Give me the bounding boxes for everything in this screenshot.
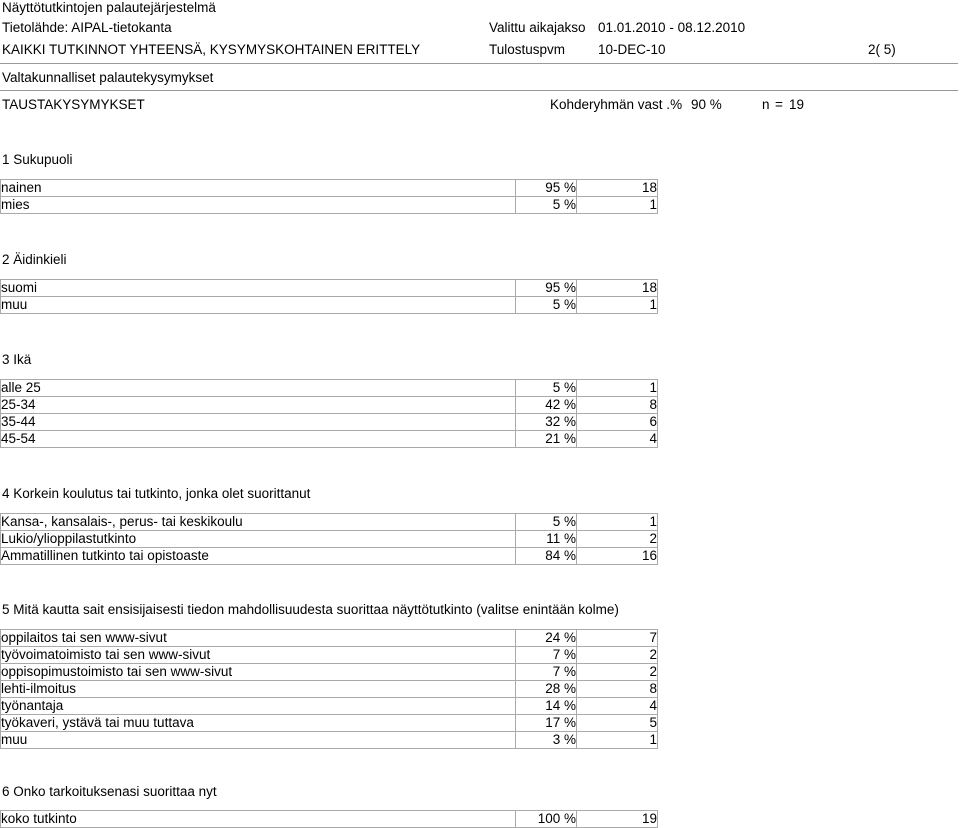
table-row (1, 681, 658, 698)
answer-label: koko tutkinto (1, 811, 516, 828)
answer-percent: 5 % (516, 297, 577, 314)
question-title: 4 Korkein koulutus tai tutkinto, jonka olet suorittanut (2, 486, 311, 501)
answer-percent: 14 % (516, 698, 577, 715)
report-subtitle: Valtakunnalliset palautekysymykset (2, 70, 214, 85)
answer-count: 16 (577, 548, 658, 565)
group-response-label: Kohderyhmän vast .% (550, 97, 683, 112)
table-row (1, 664, 658, 681)
result-table (0, 279, 658, 314)
group-response-value: 90 % (691, 97, 722, 112)
answer-label: Lukio/ylioppilastutkinto (1, 531, 516, 548)
answer-count: 4 (577, 431, 658, 448)
answer-percent: 100 % (516, 811, 577, 828)
answer-label: 25-34 (1, 397, 516, 414)
table-row (1, 811, 658, 828)
answer-label: alle 25 (1, 380, 516, 397)
question-title: 5 Mitä kautta sait ensisijaisesti tiedon mahdollisuudesta suorittaa näyttötutkinto (valitse enintään kolme) (2, 602, 619, 617)
answer-label: Kansa-, kansalais-, perus- tai keskikoulu (1, 514, 516, 531)
report-title: KAIKKI TUTKINNOT YHTEENSÄ, KYSYMYSKOHTAINEN ERITTELY (2, 42, 421, 57)
question-title: 1 Sukupuoli (2, 152, 73, 167)
answer-percent: 11 % (516, 531, 577, 548)
answer-count: 2 (577, 647, 658, 664)
answer-count: 2 (577, 531, 658, 548)
answer-count: 1 (577, 197, 658, 214)
table-row (1, 548, 658, 565)
answer-label: muu (1, 297, 516, 314)
page-number: 2( 5) (868, 42, 896, 57)
answer-label: oppilaitos tai sen www-sivut (1, 630, 516, 647)
answer-percent: 5 % (516, 197, 577, 214)
answer-percent: 3 % (516, 732, 577, 749)
answer-count: 1 (577, 380, 658, 397)
table-row (1, 431, 658, 448)
answer-label: työkaveri, ystävä tai muu tuttava (1, 715, 516, 732)
answer-count: 8 (577, 681, 658, 698)
period-value: 01.01.2010 - 08.12.2010 (598, 20, 746, 35)
n-label: n (762, 97, 770, 112)
question-title: 2 Äidinkieli (2, 252, 67, 267)
system-title: Näyttötutkintojen palautejärjestelmä (2, 0, 216, 15)
result-table (0, 179, 658, 214)
n-equals: = (775, 97, 783, 112)
table-row (1, 197, 658, 214)
answer-count: 1 (577, 297, 658, 314)
result-table (0, 629, 658, 749)
table-row (1, 715, 658, 732)
answer-percent: 95 % (516, 280, 577, 297)
answer-label: työvoimatoimisto tai sen www-sivut (1, 647, 516, 664)
answer-percent: 7 % (516, 664, 577, 681)
print-date-value: 10-DEC-10 (598, 42, 666, 57)
table-row (1, 280, 658, 297)
answer-percent: 7 % (516, 647, 577, 664)
answer-label: Ammatillinen tutkinto tai opistoaste (1, 548, 516, 565)
answer-count: 4 (577, 698, 658, 715)
answer-percent: 42 % (516, 397, 577, 414)
answer-count: 2 (577, 664, 658, 681)
answer-label: mies (1, 197, 516, 214)
question-title: 3 Ikä (2, 352, 32, 367)
result-table (0, 810, 658, 828)
answer-percent: 32 % (516, 414, 577, 431)
answer-count: 6 (577, 414, 658, 431)
table-row (1, 647, 658, 664)
answer-count: 1 (577, 514, 658, 531)
n-value: 19 (789, 97, 805, 112)
answer-percent: 24 % (516, 630, 577, 647)
data-source: Tietolähde: AIPAL-tietokanta (2, 20, 172, 35)
answer-count: 18 (577, 180, 658, 197)
table-row (1, 698, 658, 715)
table-row (1, 414, 658, 431)
result-table (0, 379, 658, 448)
answer-label: suomi (1, 280, 516, 297)
answer-label: 45-54 (1, 431, 516, 448)
result-table (0, 513, 658, 565)
answer-percent: 95 % (516, 180, 577, 197)
answer-count: 7 (577, 630, 658, 647)
answer-label: muu (1, 732, 516, 749)
answer-label: lehti-ilmoitus (1, 681, 516, 698)
table-row (1, 732, 658, 749)
answer-percent: 17 % (516, 715, 577, 732)
answer-label: nainen (1, 180, 516, 197)
table-row (1, 297, 658, 314)
answer-percent: 5 % (516, 380, 577, 397)
table-row (1, 630, 658, 647)
answer-label: oppisopimustoimisto tai sen www-sivut (1, 664, 516, 681)
answer-percent: 5 % (516, 514, 577, 531)
answer-label: työnantaja (1, 698, 516, 715)
question-title: 6 Onko tarkoituksenasi suorittaa nyt (2, 784, 217, 799)
period-label: Valittu aikajakso (489, 20, 586, 35)
section-title: TAUSTAKYSYMYKSET (2, 97, 145, 112)
answer-percent: 28 % (516, 681, 577, 698)
table-row (1, 531, 658, 548)
answer-percent: 21 % (516, 431, 577, 448)
answer-count: 19 (577, 811, 658, 828)
header-divider (0, 63, 958, 64)
print-date-label: Tulostuspvm (489, 42, 566, 57)
answer-count: 1 (577, 732, 658, 749)
table-row (1, 380, 658, 397)
answer-count: 8 (577, 397, 658, 414)
table-row (1, 514, 658, 531)
answer-count: 5 (577, 715, 658, 732)
subtitle-divider (0, 90, 958, 91)
table-row (1, 397, 658, 414)
answer-label: 35-44 (1, 414, 516, 431)
answer-count: 18 (577, 280, 658, 297)
table-row (1, 180, 658, 197)
answer-percent: 84 % (516, 548, 577, 565)
